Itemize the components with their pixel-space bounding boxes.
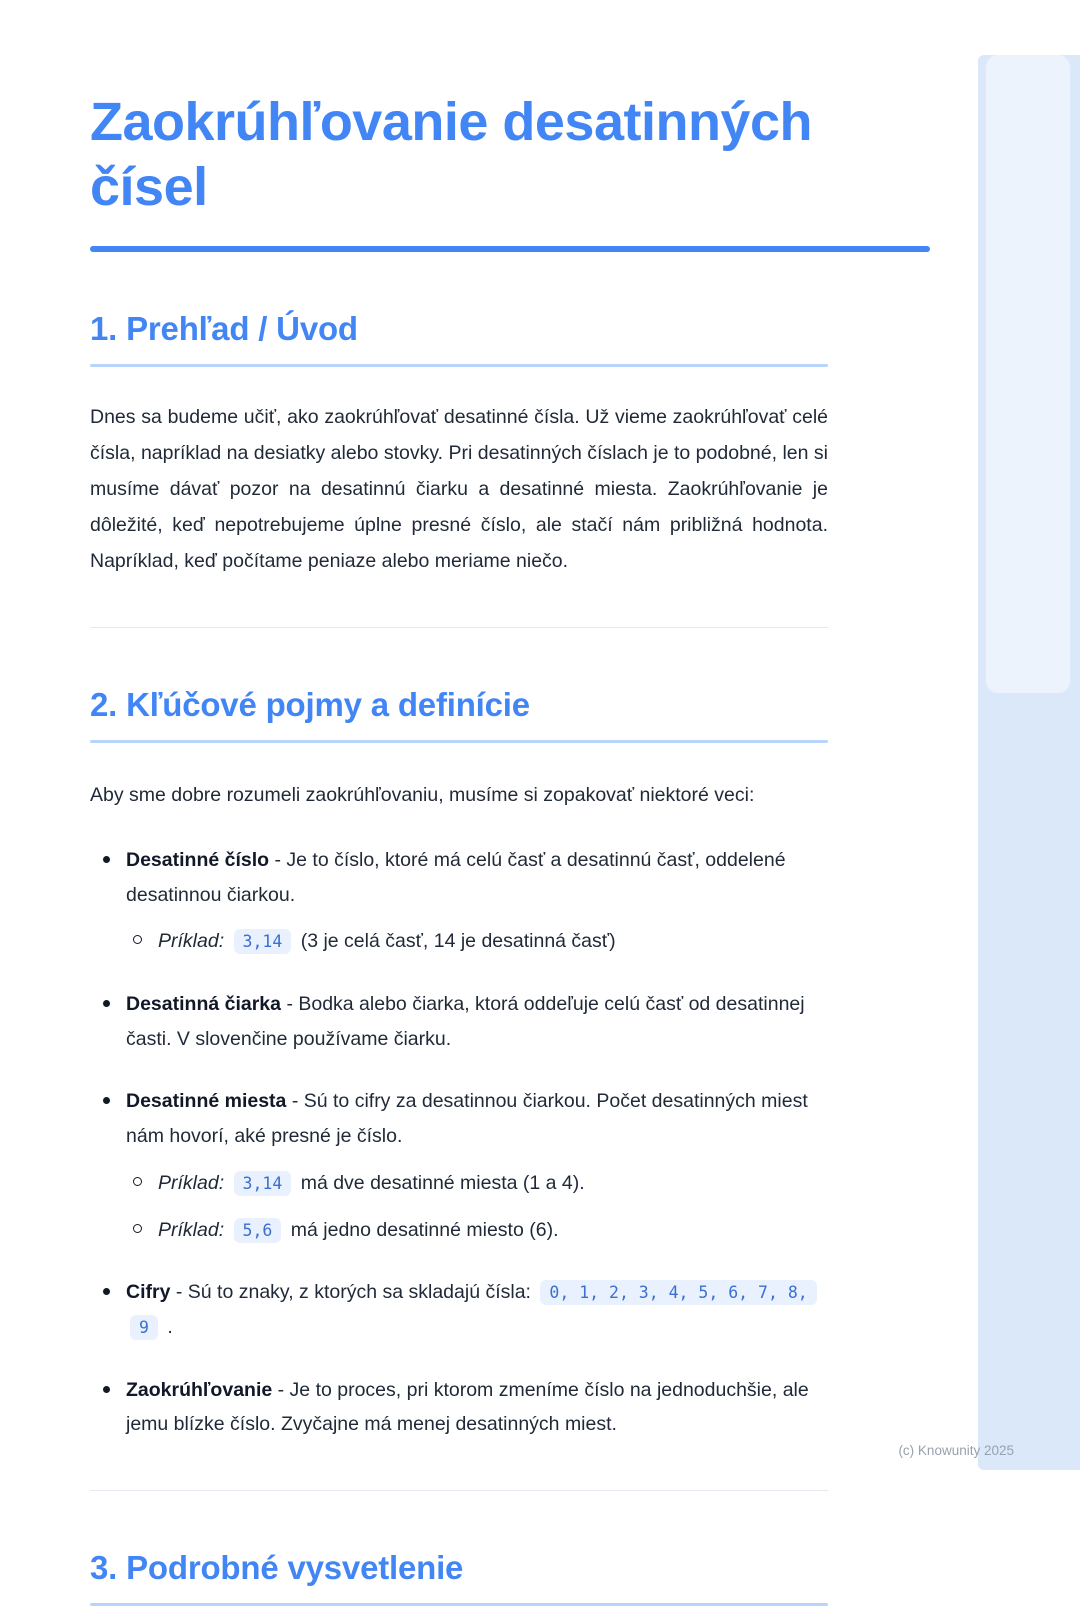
term-label: Zaokrúhľovanie	[126, 1378, 273, 1401]
example-item	[126, 1213, 828, 1248]
key-terms-list	[90, 843, 828, 1442]
section-underline	[90, 740, 828, 743]
term-definition: - Je to proces, pri ktorom zmeníme číslo na jednoduchšie, ale jemu blízke číslo. Zvyčajne má menej desatinných miest.	[126, 1378, 809, 1436]
example-item	[126, 924, 828, 959]
footer-copyright: (c) Knowunity 2025	[898, 1443, 1014, 1458]
side-scroll-track[interactable]	[978, 55, 1080, 1470]
example-item	[126, 1166, 828, 1201]
term-label: Desatinná čiarka	[126, 993, 282, 1016]
section-heading-explanation: 3. Podrobné vysvetlenie	[90, 1549, 464, 1587]
section-divider	[90, 1490, 828, 1491]
term-definition: - Bodka alebo čiarka, ktorá oddeľuje celú časť od desatinnej časti. V slovenčine používame čiarku.	[126, 993, 805, 1050]
term-label: Desatinné miesta	[126, 1090, 287, 1113]
list-item-decimal-comma	[90, 987, 828, 1056]
list-item-rounding	[90, 1373, 828, 1442]
code-chip: 5,6	[234, 1218, 282, 1243]
side-scroll-thumb[interactable]	[986, 55, 1070, 693]
section-heading-key-terms: 2. Kľúčové pojmy a definície	[90, 685, 530, 723]
section-divider	[90, 627, 828, 628]
example-text: má dve desatinné miesta (1 a 4).	[300, 1171, 585, 1194]
example-label: Príklad:	[158, 1171, 225, 1194]
term-definition-suffix: .	[167, 1316, 173, 1338]
list-item-decimal-places	[90, 1084, 828, 1247]
term-definition: - Sú to cifry za desatinnou čiarkou. Počet desatinných miest nám hovorí, aké presné je číslo.	[126, 1090, 808, 1148]
example-sublist	[126, 924, 828, 959]
term-label: Cifry	[126, 1281, 171, 1304]
term-definition: - Sú to znaky, z ktorých sa skladajú čísla:	[175, 1281, 531, 1304]
example-label: Príklad:	[158, 930, 225, 953]
overview-paragraph: Dnes sa budeme učiť, ako zaokrúhľovať desatinné čísla. Už vieme zaokrúhľovať celé čísla, napríklad na desiatky alebo stovky. Pri desatinných číslach je to podobné, len si musíme dávať pozor na desatinnú čiarku a desatinné miesta. Zaokrúhľovanie je dôležité, keď nepotrebujeme úplne presné číslo, ale stačí nám približná hodnota. Napríklad, keď počítame peniaze alebo meriame niečo.	[90, 405, 828, 572]
document-page	[90, 0, 830, 1606]
list-item-digits	[90, 1275, 828, 1344]
term-definition: - Je to číslo, ktoré má celú časť a desatinnú časť, oddelené desatinnou čiarkou.	[126, 848, 786, 906]
code-chip: 3,14	[234, 1171, 292, 1196]
key-terms-intro: Aby sme dobre rozumeli zaokrúhľovaniu, musíme si zopakovať niektoré veci:	[90, 783, 755, 806]
example-text: (3 je celá časť, 14 je desatinná časť)	[300, 930, 616, 953]
code-chip: 3,14	[234, 929, 292, 954]
example-text: má jedno desatinné miesto (6).	[290, 1218, 559, 1241]
title-divider-rule	[90, 246, 930, 252]
page-title: Zaokrúhľovanie desatinných čísel	[90, 92, 812, 217]
example-label: Príklad:	[158, 1218, 225, 1241]
term-label: Desatinné číslo	[126, 848, 270, 871]
section-heading-overview: 1. Prehľad / Úvod	[90, 309, 358, 347]
section-underline	[90, 364, 828, 367]
example-sublist	[126, 1166, 828, 1247]
code-chip: 0, 1, 2, 3, 4, 5, 6, 7, 8, 9	[130, 1280, 817, 1340]
list-item-decimal-number	[90, 843, 828, 959]
